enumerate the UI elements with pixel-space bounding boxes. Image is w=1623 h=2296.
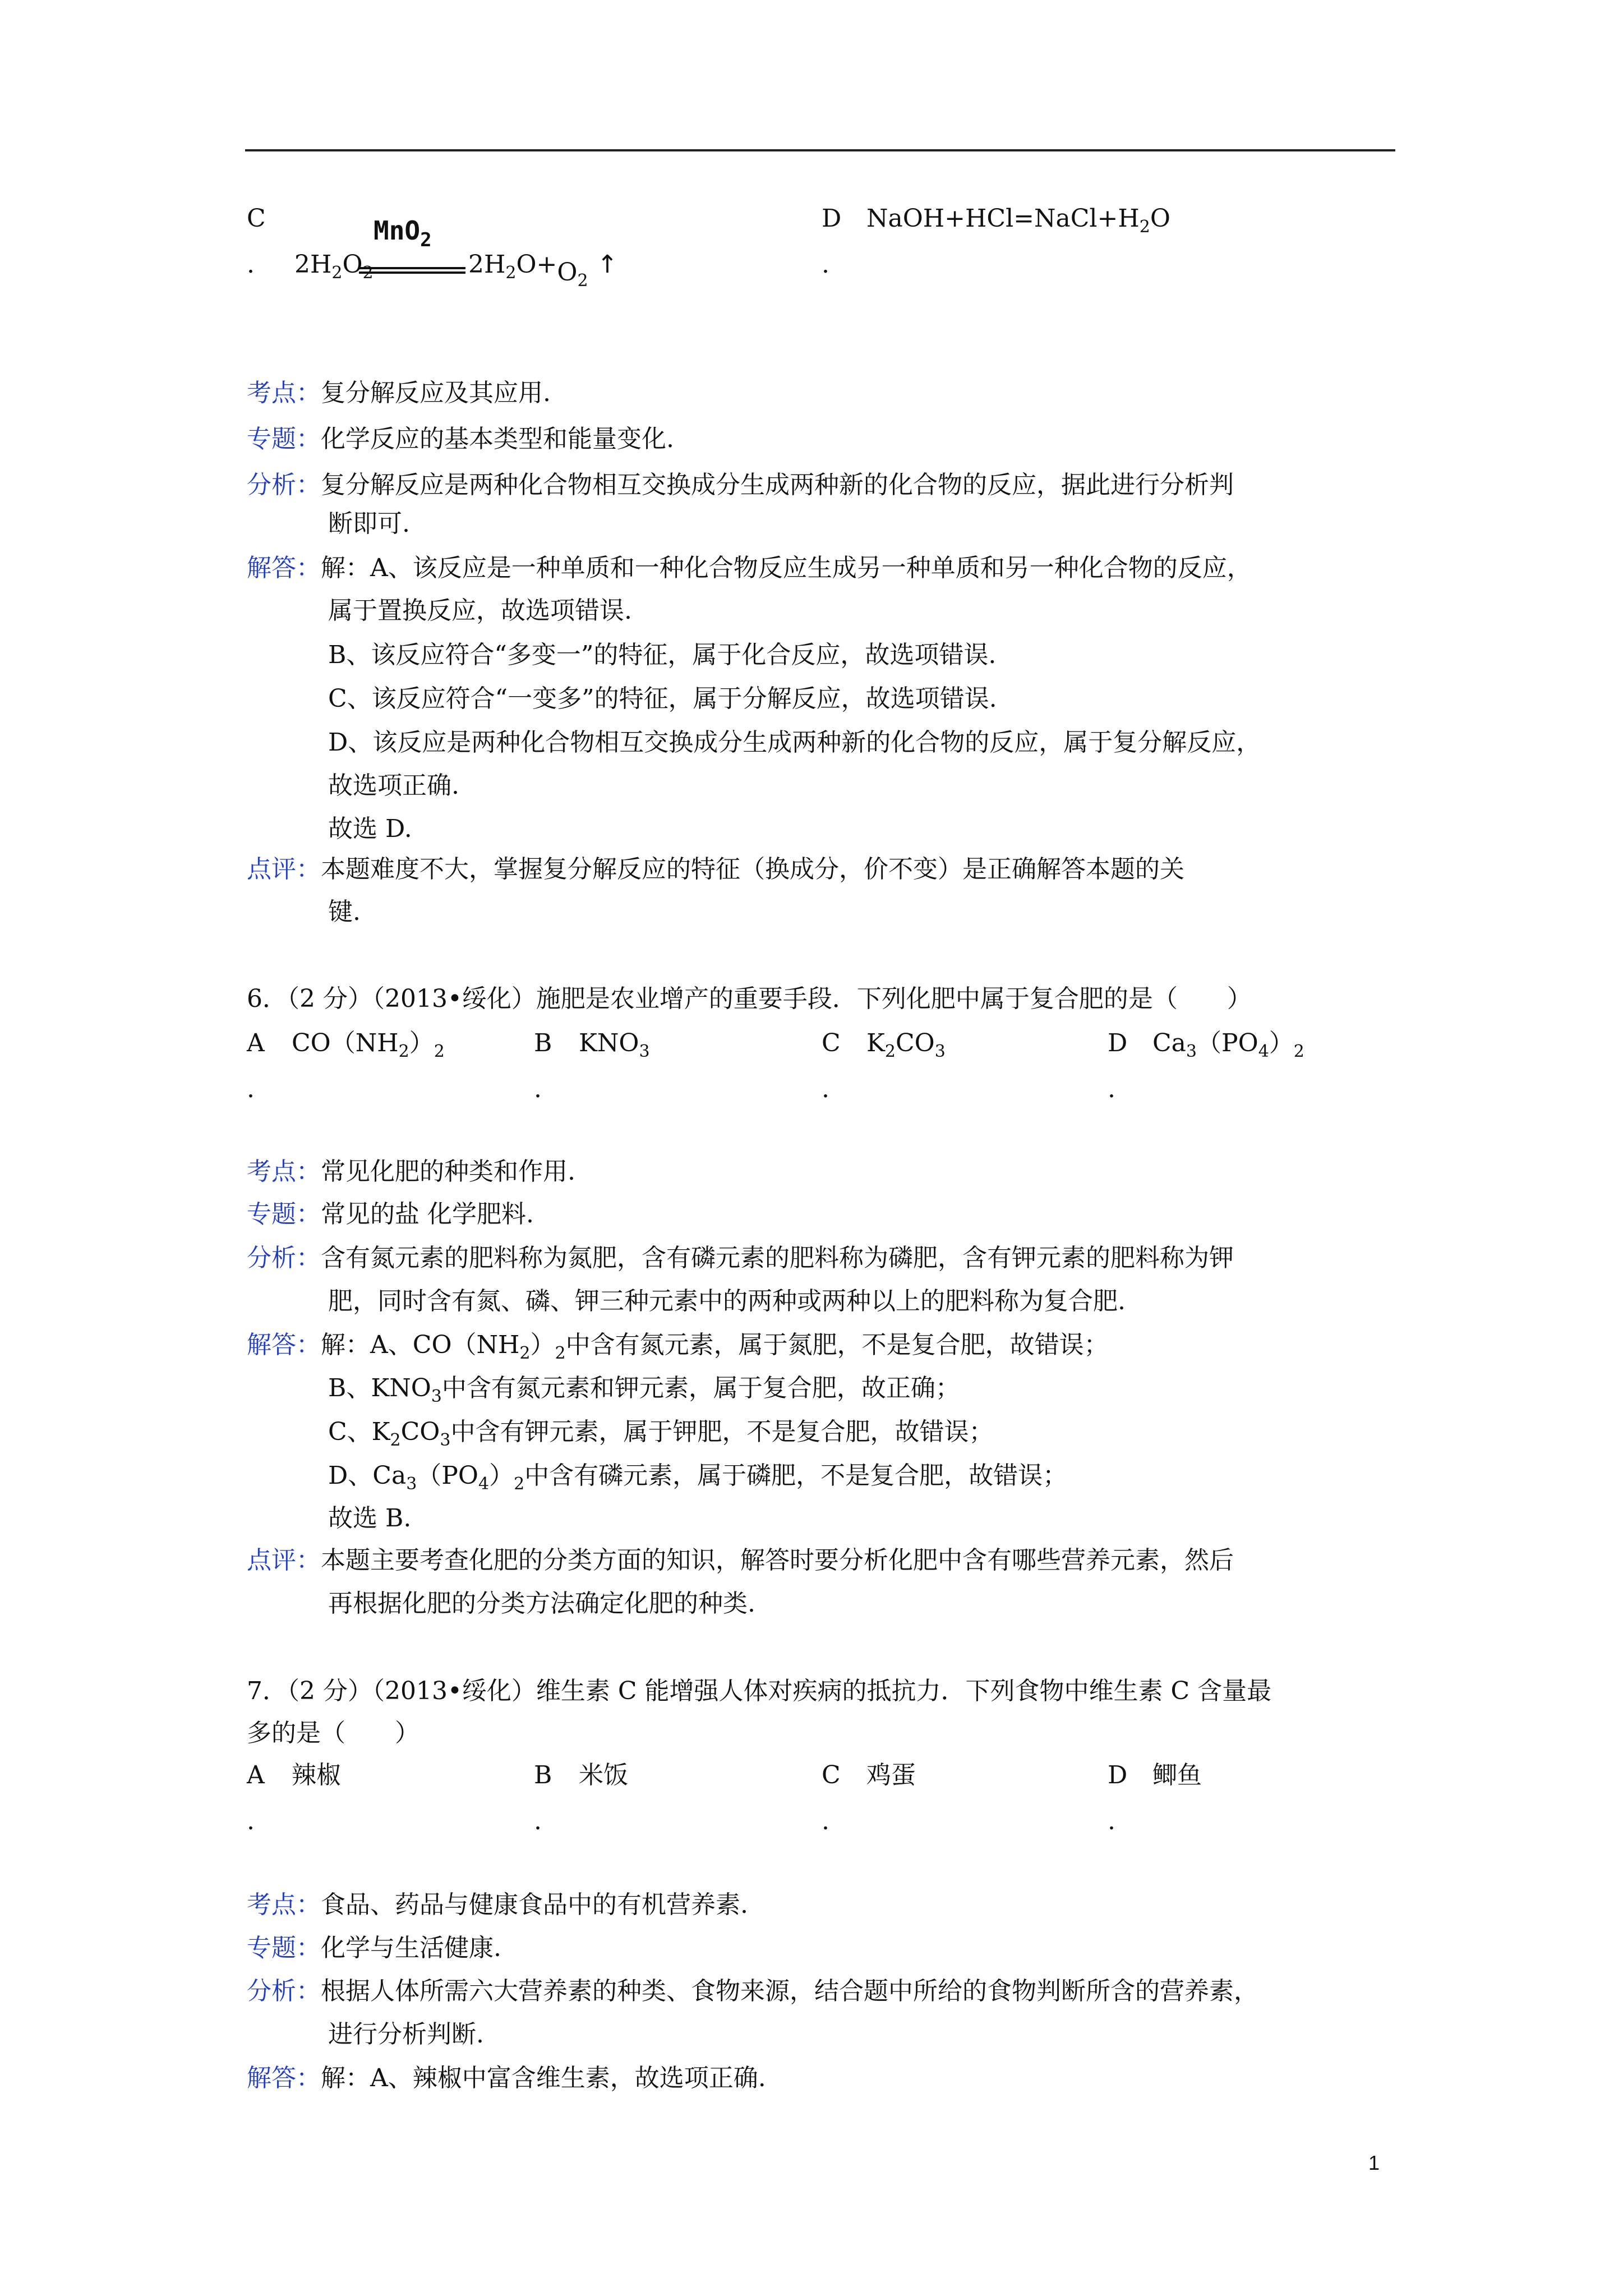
q5-jieda-line: D、该反应是两种化合物相互交换成分生成两种新的化合物的反应，属于复分解反应， [328,728,1261,757]
q6-jieda-line: 故选 B. [328,1504,412,1533]
q5-option-c-equation: $2H_2O_2$ [294,250,374,283]
q6-fenxi-cont: 肥，同时含有氮、磷、钾三种元素中的两种或两种以上的肥料称为复合肥. [328,1287,1126,1315]
q5-jieda-line: 属于置换反应，故选项错误. [328,596,632,625]
option-text: $NaOH+HCl=NaCl+H_2O$ [866,204,1170,237]
q5-jieda-line: C、该反应符合“一变多”的特征，属于分解反应，故选项错误. [328,684,997,713]
q5-option-c [247,202,266,279]
q5-dianping: 点评：本题难度不大，掌握复分解反应的特征（换成分，价不变）是正确解答本题的关 [247,855,1184,884]
q5-zhuanti: 专题：化学反应的基本类型和能量变化. [247,425,674,453]
q6-dianping-cont: 再根据化肥的分类方法确定化肥的种类. [328,1589,755,1618]
q6-kaodian: 考点：常见化肥的种类和作用. [247,1157,575,1186]
q5-kaodian: 考点：复分解反应及其应用. [247,379,551,407]
q7-option-b: B 米饭 . [534,1761,628,1835]
q5-jieda-line: B、该反应符合“多变一”的特征，属于化合反应，故选项错误. [328,641,997,669]
gas-arrow-icon: ↑ [597,250,618,279]
q5-fenxi: 分析：复分解反应是两种化合物相互交换成分生成两种新的化合物的反应，据此进行分析判 [247,471,1234,499]
q7-kaodian: 考点：食品、药品与健康食品中的有机营养素. [247,1890,748,1919]
q5-jieda: 解答：解：A、该反应是一种单质和一种化合物反应生成另一种单质和另一种化合物的反应， [247,554,1252,582]
q7-option-d: D 鲫鱼 . [1108,1761,1202,1835]
q6-fenxi: 分析：含有氮元素的肥料称为氮肥，含有磷元素的肥料称为磷肥，含有钾元素的肥料称为钾 [247,1244,1234,1272]
option-dot: . [247,250,255,279]
q7-zhuanti: 专题：化学与生活健康. [247,1934,501,1962]
q6-jieda-line: C、$K_2CO_3$中含有钾元素，属于钾肥，不是复合肥，故错误； [328,1418,994,1450]
q6-zhuanti: 专题：常见的盐 化学肥料. [247,1200,534,1228]
q6-jieda: 解答：解：A、$CO(NH_2)_2$中含有氮元素，属于氮肥，不是复合肥，故错误； [247,1331,1109,1363]
q5-jieda-line: 故选项正确. [328,771,459,800]
q7-stem: 7．（2 分）（2013•绥化）维生素 C 能增强人体对疾病的抵抗力．下列食物中维生素 C 含量最 [247,1677,1272,1705]
page-number: 1 [1368,2151,1380,2174]
q6-option-b: B $KNO_3$ . [534,1029,650,1103]
q7-fenxi: 分析：根据人体所需六大营养素的种类、食物来源，结合题中所给的食物判断所含的营养素， [247,1977,1258,2005]
q7-fenxi-cont: 进行分析判断. [328,2020,484,2049]
q7-jieda: 解答：解：A、辣椒中富含维生素，故选项正确. [247,2064,766,2092]
q6-stem: 6．（2 分）（2013•绥化）施肥是农业增产的重要手段．下列化肥中属于复合肥的是（ ） [247,984,1252,1013]
q5-fenxi-cont: 断即可. [328,509,410,538]
q7-stem-cont: 多的是（ ） [247,1719,419,1747]
q6-dianping: 点评：本题主要考查化肥的分类方面的知识，解答时要分析化肥中含有哪些营养元素，然后 [247,1546,1234,1575]
q6-option-c: C $K_2CO_3$ . [822,1029,946,1103]
q6-option-a: A $CO(NH_2)_2$ . [247,1029,445,1103]
catalyst-label: MnO$_2$ [374,215,432,251]
option-dot: . [822,250,829,279]
q6-jieda-line: D、$Ca_3(PO_4)_2$中含有磷元素，属于磷肥，不是复合肥，故错误； [328,1461,1068,1494]
option-letter: C [247,204,266,233]
q7-option-a: A 辣椒 . [247,1761,341,1835]
q5-option-d [822,202,1170,279]
reaction-equals-sign [359,267,465,274]
q5-dianping-cont: 键. [328,898,361,926]
header-rule [245,149,1395,151]
q7-option-c: C 鸡蛋 . [822,1761,916,1835]
q5-option-c-products: $2H_2O+O_2↑$ [468,250,618,291]
q6-jieda-line: B、$KNO_3$中含有氮元素和钾元素，属于复合肥，故正确； [328,1374,960,1406]
q6-option-d: D $Ca_3(PO_4)_2$ . [1108,1029,1304,1103]
option-letter: D [822,204,842,233]
q5-jieda-line: 故选 D. [328,815,412,843]
